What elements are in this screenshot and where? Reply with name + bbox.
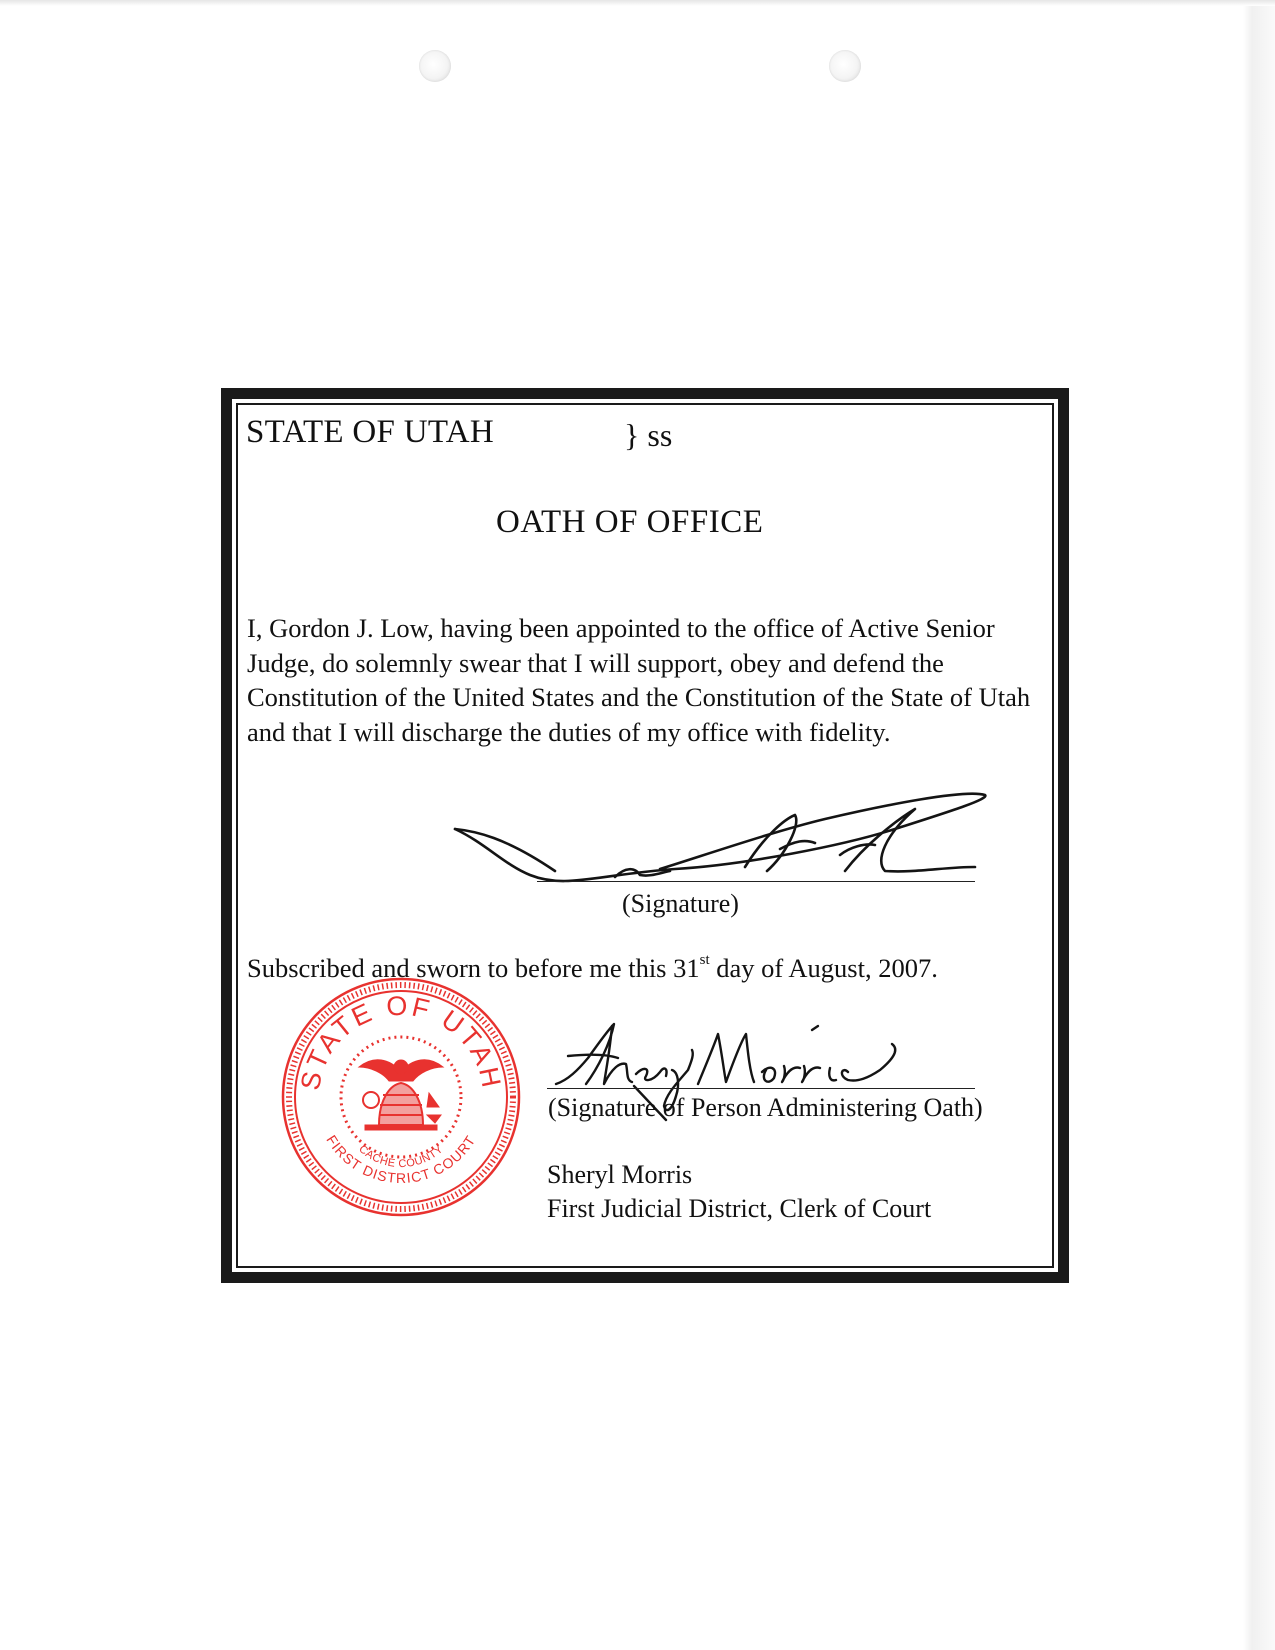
signature-caption: (Signature) xyxy=(622,889,739,918)
administrator-signature-line xyxy=(547,1088,975,1089)
punch-hole-right xyxy=(829,50,861,82)
state-of-utah-court-seal xyxy=(279,975,523,1219)
seal-inner-text: CACHE COUNTY xyxy=(356,1143,446,1171)
oath-paragraph: I, Gordon J. Low, having been appointed to the office of Active Senior Judge, do solemnly swear that I will support, obey and defend the Constitution of the United States and the Constitution of the State of Utah and that I will discharge the duties of my office with fidelity. xyxy=(247,613,1031,747)
document-title: OATH OF OFFICE xyxy=(496,504,764,540)
ordinal-suffix: st xyxy=(699,952,710,969)
seal-top-text: STATE OF UTAH xyxy=(294,990,508,1093)
administrator-signature-caption: (Signature of Person Administering Oath) xyxy=(548,1093,983,1122)
venue-ss-mark: } ss xyxy=(624,417,673,453)
subscribed-date-text: day of August, 2007. xyxy=(709,953,938,983)
judge-signature xyxy=(445,785,1005,895)
state-heading: STATE OF UTAH xyxy=(246,414,494,450)
administrator-title: First Judicial District, Clerk of Court xyxy=(547,1194,932,1223)
administrator-name: Sheryl Morris xyxy=(547,1160,693,1189)
seal-bottom-text: FIRST DISTRICT COURT xyxy=(323,1132,479,1187)
punch-hole-left xyxy=(419,50,451,82)
subscribed-text: Subscribed and sworn to before me this 31 xyxy=(247,953,700,983)
signature-line xyxy=(537,881,975,882)
scan-top-edge xyxy=(0,0,1275,6)
